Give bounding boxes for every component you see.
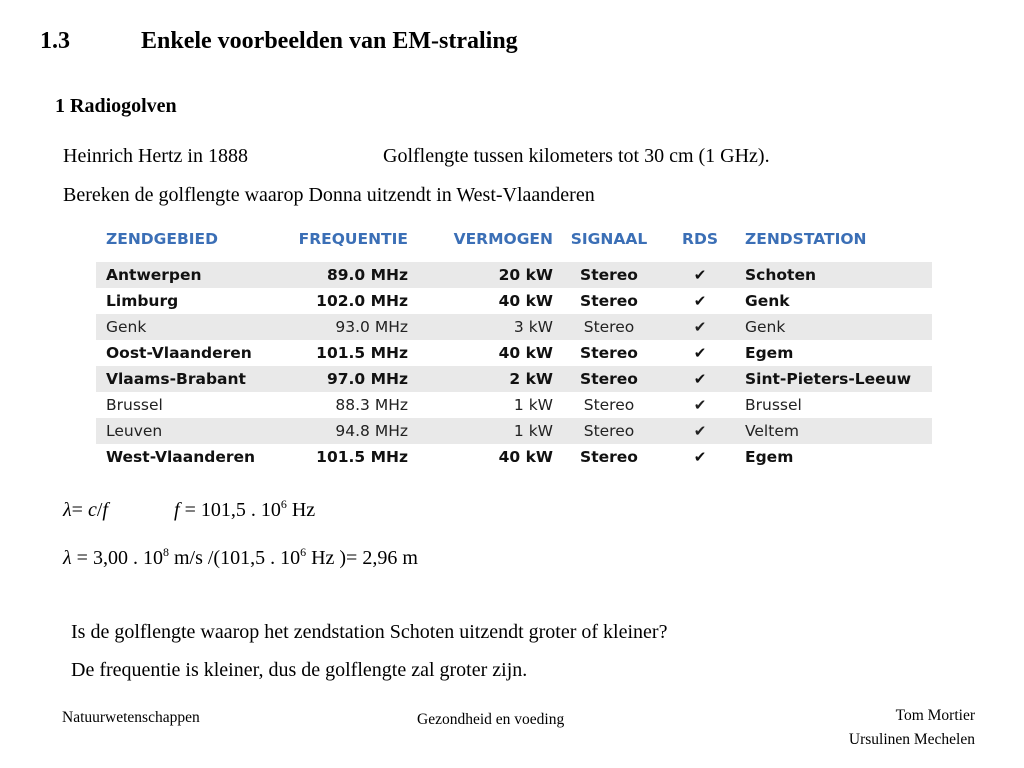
section-number: 1.3 — [40, 28, 70, 54]
cell-vermogen: 20 kW — [408, 262, 553, 288]
cell-signaal: Stereo — [553, 418, 665, 444]
rds-check-icon: ✔ — [665, 262, 735, 288]
table-row — [96, 418, 932, 444]
answer-text: De frequentie is kleiner, dus de golflengte zal groter zijn. — [71, 659, 528, 681]
subheading: 1 Radiogolven — [55, 95, 177, 117]
cell-zendgebied: Brussel — [96, 392, 286, 418]
task-text: Bereken de golflengte waarop Donna uitzendt in West-Vlaanderen — [63, 184, 595, 206]
footer-subject: Natuurwetenschappen — [62, 709, 200, 726]
cell-frequentie: 97.0 MHz — [286, 366, 408, 392]
footer-school: Ursulinen Mechelen — [848, 731, 975, 748]
discoverer-text: Heinrich Hertz in 1888 — [63, 145, 248, 167]
cell-zendgebied: Genk — [96, 314, 286, 340]
cell-frequentie: 101.5 MHz — [286, 444, 408, 470]
cell-signaal: Stereo — [553, 444, 665, 470]
footer-topic: Gezondheid en voeding — [417, 711, 565, 728]
cell-zendstation: Sint-Pieters-Leeuw — [735, 366, 932, 392]
cell-signaal: Stereo — [553, 314, 665, 340]
cell-signaal: Stereo — [553, 392, 665, 418]
cell-zendstation: Egem — [735, 340, 932, 366]
formula-lambda-definition: λ= c/f — [63, 499, 108, 521]
formula-frequency-value: f = 101,5 . $10^6$ Hz — [174, 497, 316, 521]
cell-signaal: Stereo — [553, 262, 665, 288]
lambda-symbol: λ — [63, 499, 72, 521]
cell-zendgebied: Vlaams-Brabant — [96, 366, 286, 392]
table-row — [96, 392, 932, 418]
cell-vermogen: 2 kW — [408, 366, 553, 392]
cell-signaal: Stereo — [553, 366, 665, 392]
section-title: Enkele voorbeelden van EM-straling — [141, 28, 518, 54]
cell-signaal: Stereo — [553, 288, 665, 314]
col-header-frequentie: FREQUENTIE — [298, 230, 408, 248]
radio-station-table — [96, 226, 932, 470]
rds-check-icon: ✔ — [665, 288, 735, 314]
col-header-zendgebied: ZENDGEBIED — [106, 230, 219, 248]
cell-zendstation: Brussel — [735, 392, 932, 418]
table-row — [96, 288, 932, 314]
rds-check-icon: ✔ — [665, 392, 735, 418]
table-row — [96, 340, 932, 366]
rds-check-icon: ✔ — [665, 340, 735, 366]
table-row — [96, 366, 932, 392]
cell-frequentie: 102.0 MHz — [286, 288, 408, 314]
table-row — [96, 314, 932, 340]
cell-zendstation: Genk — [735, 314, 932, 340]
cell-zendgebied: Limburg — [96, 288, 286, 314]
cell-vermogen: 40 kW — [408, 288, 553, 314]
rds-check-icon: ✔ — [665, 418, 735, 444]
cell-zendgebied: Leuven — [96, 418, 286, 444]
table-row — [96, 444, 932, 470]
cell-frequentie: 89.0 MHz — [286, 262, 408, 288]
cell-frequentie: 88.3 MHz — [286, 392, 408, 418]
cell-vermogen: 1 kW — [408, 418, 553, 444]
cell-zendstation: Schoten — [735, 262, 932, 288]
col-header-signaal: SIGNAAL — [570, 230, 648, 248]
cell-vermogen: 40 kW — [408, 444, 553, 470]
cell-zendgebied: West-Vlaanderen — [96, 444, 286, 470]
cell-frequentie: 94.8 MHz — [286, 418, 408, 444]
cell-frequentie: 93.0 MHz — [286, 314, 408, 340]
wavelength-range-text: Golflengte tussen kilometers tot 30 cm (1 GHz). — [383, 145, 770, 167]
rds-check-icon: ✔ — [665, 444, 735, 470]
col-header-rds: RDS — [682, 230, 718, 248]
cell-signaal: Stereo — [553, 340, 665, 366]
rds-check-icon: ✔ — [665, 314, 735, 340]
cell-frequentie: 101.5 MHz — [286, 340, 408, 366]
formula-wavelength-calculation: λ = 3,00 . $10^8$ m/s /(101,5 . $10^6$ Hz )= 2,96 m — [63, 545, 418, 569]
cell-zendgebied: Oost-Vlaanderen — [96, 340, 286, 366]
table-row — [96, 262, 932, 288]
cell-zendstation: Egem — [735, 444, 932, 470]
lambda-symbol: λ — [63, 547, 72, 569]
footer-author: Tom Mortier — [895, 707, 975, 724]
cell-vermogen: 1 kW — [408, 392, 553, 418]
cell-zendgebied: Antwerpen — [96, 262, 286, 288]
col-header-vermogen: VERMOGEN — [453, 230, 553, 248]
rds-check-icon: ✔ — [665, 366, 735, 392]
table-header-row — [96, 226, 932, 262]
cell-vermogen: 3 kW — [408, 314, 553, 340]
cell-zendstation: Genk — [735, 288, 932, 314]
col-header-zendstation: ZENDSTATION — [745, 230, 867, 248]
question-text: Is de golflengte waarop het zendstation Schoten uitzendt groter of kleiner? — [71, 621, 668, 643]
cell-vermogen: 40 kW — [408, 340, 553, 366]
cell-zendstation: Veltem — [735, 418, 932, 444]
